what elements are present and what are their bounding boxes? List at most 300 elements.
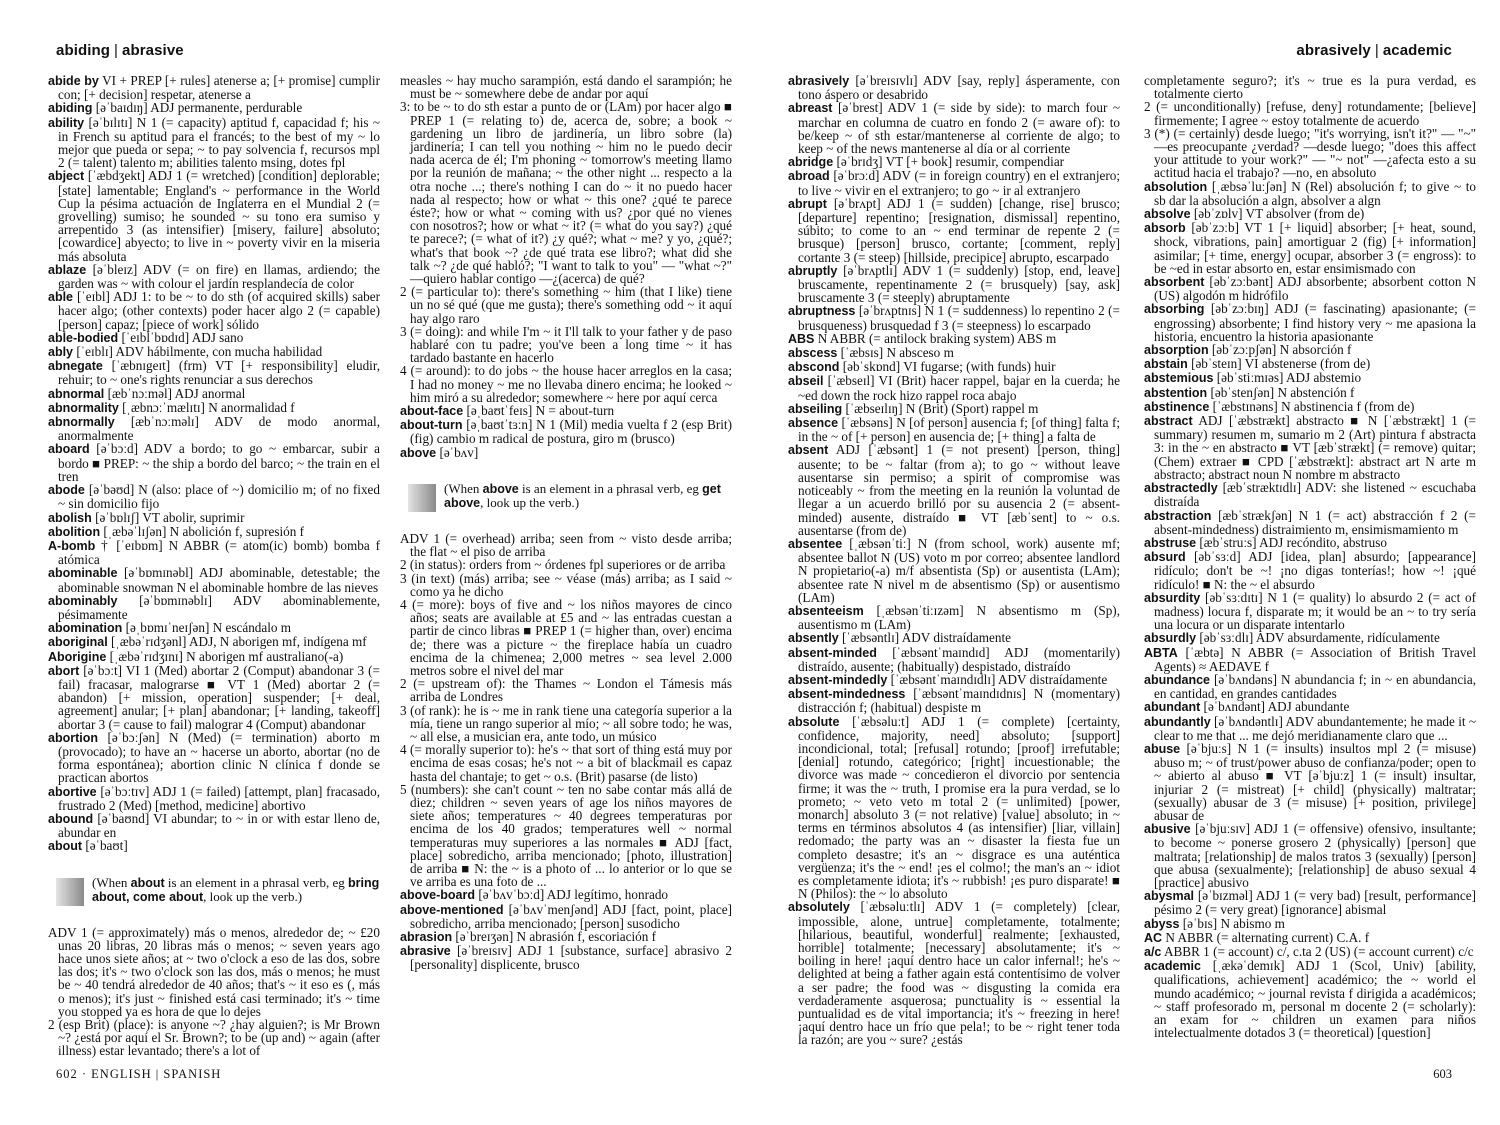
entry-definition: [ˌæbsənˈtiː] N (from school, work) ausente mf; absentee ballot N (US) voto m por correo; absentee landlord N propietario(-a) m/f absentista (Sp) or ausentista (LAm); absentee rate N nivel m de absentismo (Sp) or ausentismo (LAm) [798,535,1120,605]
dictionary-entry [48,169,380,262]
dictionary-entry [48,621,380,635]
right-folio: 603 [1433,1067,1452,1081]
entry-headword: abort [48,663,80,678]
entry-definition: [əˈbrɔːd] ADV (= in foreign country) en el extranjero; to live ~ vivir en el extranjero; to go ~ ir al extranjero [798,168,1120,198]
entry-definition: [æbˈnɔːməlɪ] ADV de modo anormal, anormalmente [58,414,380,444]
dictionary-entry [1144,386,1476,400]
entry-definition: [əˈbɔːd] ADV a bordo; to go ~ embarcar, subir a bordo ■ PREP: ~ the ship a bordo del barco; ~ the train en el tren [58,441,380,484]
entry-definition: VI + PREP [+ rules] atenerse a; [+ promise] cumplir con; [+ decision] respetar, atenerse a [58,74,380,103]
entry-headword: academic [1144,959,1201,974]
dictionary-entry [1144,275,1476,302]
dictionary-entry [400,572,732,598]
dictionary-entry [788,332,1120,346]
entry-headword: absolutely [788,900,850,915]
right-column-1 [788,74,1120,1059]
entry-definition: [əˈbrɪdʒ] VT [+ book] resumir, compendiar [836,154,1065,170]
entry-definition: [əbˈstiːmɪəs] ADJ abstemio [1216,370,1362,386]
dictionary-entry [400,944,732,971]
right-page [750,0,1500,1125]
dictionary-entry [1144,302,1476,343]
dictionary-entry [788,604,1120,631]
dictionary-entry [788,155,1120,169]
dictionary-entry [48,387,380,401]
dictionary-entry [400,783,732,889]
entry-definition: [ˌæbəˈrɪdʒɪnɪ] N aborigen mf australiano(-a) [109,648,344,664]
entry-definition: 5 (numbers): she can't count ~ ten no sabe contar más allá de diez; children ~ seven years of age los niños mayores de siete años; temperatures ~ 40 degrees temperaturas por encima de los 40 grados; temperatures well ~ normal temperaturas muy superiores a las normales ■ ADJ [fact, place] sobredicho, arriba mencionado; [photo, illustration] de arriba ■ N: the ~ is a photo of ... lo anterior or lo que se ve arriba es una foto de ... [400,781,732,890]
entry-definition: ADV 1 (= overhead) arriba; seen from ~ visto desde arriba; the flat ~ el piso de arriba [400,530,732,560]
dictionary-entry [48,566,380,593]
dictionary-entry [48,664,380,731]
entry-definition: [əbˈsɜːd] ADJ [idea, plan] absurdo; [appearance] ridículo; don't be ~! ¡no digas tonterías!; how ~! ¡qué ridículo! ■ N: the ~ el absurdo [1154,549,1476,592]
dictionary-entry [788,169,1120,196]
dictionary-entry [788,646,1120,673]
entry-headword: about-face [400,404,464,419]
entry-definition: 2 (= unconditionally) [refuse, deny] rotundamente; [believe] firmemente; I agree ~ estoy totalmente de acuerdo [1144,99,1476,128]
dictionary-entry [788,443,1120,536]
entry-definition: [ˈeɪblˈbɒdɪd] ADJ sano [121,329,244,345]
entry-headword: abomination [48,621,123,636]
dictionary-entry [1144,700,1476,714]
dictionary-entry [48,731,380,785]
left-column-1 [48,74,380,1059]
dictionary-entry [400,100,732,285]
entry-definition: [æbˈstræktɪdlɪ] ADV: she listened ~ escuchaba distraída [1154,480,1476,510]
entry-definition: [ˈæbsəntˈmaɪndɪdnɪs] N (momentary) distracción f; (habitual) despiste m [798,686,1120,716]
entry-headword: abolish [48,510,92,525]
dictionary-entry [48,116,380,170]
dictionary-entry [788,264,1120,305]
entry-definition: [əˈbʌv] [439,444,479,460]
entry-definition: [əbˈzɔːbənt] ADJ absorbente; absorbent cotton N (US) algodón m hidrófilo [1154,274,1476,304]
dictionary-entry [48,74,380,101]
entry-definition: [ˈæbsəluːt] ADJ 1 (= complete) [certainty, confidence, majority, need] absoluto; [support] incondicional, total; [refusal] rotundo; [proof] irrefutable; [denial] rotundo, categórico; [right] incuestionable; the divorce was made ~ concedieron el divorcio por sentencia firme; it was the ~ truth, I promise era la pura verdad, se lo prometo; ~ veto veto m total 2 (= unlimited) [power, monarch] absoluto 3 (= not relative) [value] absoluto; in ~ terms en términos absolutos 4 (as intensifier) [liar, villain] redomado; the party was an ~ disaster la fiesta fue un completo desastre; it's an ~ disgrace es una auténtica vergüenza; it's the ~ end! ¡es el colmo!; the man's an ~ idiot es completamente idiota; it's ~ rubbish! ¡es puro disparate! ■ N (Philos): the ~ lo absoluto [798,713,1120,902]
entry-definition: [əˈbɪzməl] ADJ 1 (= very bad) [result, performance] pésimo 2 (= very great) [ignorance] abismal [1154,888,1476,918]
entry-definition: [əˈbrʌpt] ADJ 1 (= sudden) [change, rise] brusco; [departure] repentino; [resignation, dismissal] repentino, súbito; to come to an ~ end terminar de repente 2 (= brusque) [person] brusco, cortante; [comment, reply] cortante 3 (= steep) [hillside, precipice] abrupto, escarpado [798,195,1120,265]
entry-headword: abstain [1144,357,1188,372]
entry-definition: [əˈbreɪʒən] N abrasión f, escoriación f [455,928,657,944]
entry-definition: [ˈæbsəluːtlɪ] ADV 1 (= completely) [clear, impossible, alone, untrue] completamente, totalmente; [hilarious, beautiful, wonderful] realmente; [exhausted, horrible] totalmente; [necessary] absolutamente; it's ~ boiling in here! ¡aquí dentro hace un calor infernal!; he's ~ delighted at being a father again está contentísimo de volver a ser padre; the food was ~ disgusting la comida era verdaderamente asquerosa; punctuality is ~ essential la puntualidad es de vital importancia; it's ~ freezing in here! ¡aquí dentro hace un frío que pela!; to be ~ right tener toda la razón; are you ~ sure? ¿estás [798,899,1120,1048]
dictionary-entry [1144,931,1476,945]
entry-headword: above-board [400,888,476,903]
entry-headword: abominably [48,593,118,608]
entry-definition: [æbˈstruːs] ADJ recóndito, abstruso [1199,534,1387,550]
dictionary-entry [1144,536,1476,550]
entry-definition: [æbˈstrækʃən] N 1 (= act) abstracción f 2 (= absent-mindedness) distraimiento m, ensimismamiento m [1154,507,1476,537]
entry-headword: abrupt [788,196,827,211]
dictionary-entry [1144,100,1476,126]
dictionary-entry [48,511,380,525]
dictionary-entry [1144,343,1476,357]
entry-headword: a/c [1144,945,1162,959]
entry-headword: abridge [788,155,834,170]
entry-definition: 2 (= upstream of): the Thames ~ London el Támesis más arriba de Londres [400,676,732,705]
entry-headword: abscond [788,360,840,375]
entry-definition: 2 (in status): orders from ~ órdenes fpl superiores or de arriba [400,557,726,573]
dictionary-entry [1144,481,1476,508]
entry-headword: abyss [1144,916,1180,931]
dictionary-entry [48,483,380,510]
dictionary-entry [48,525,380,539]
entry-definition: [əˌbaʊtˈtɜːn] N 1 (Mil) media vuelta f 2 (esp Brit) (fig) cambio m radical de postura, giro m (brusco) [410,417,732,447]
entry-headword: abolition [48,524,101,539]
dictionary-entry [1144,74,1476,100]
entry-headword: abysmal [1144,889,1195,904]
dictionary-entry [1144,945,1476,959]
dictionary-entry [788,74,1120,101]
dictionary-entry [400,446,732,460]
entry-headword: abstinence [1144,399,1210,414]
entry-headword: absentee [788,536,843,551]
entry-headword: above-mentioned [400,902,504,917]
entry-definition: [ˈeɪblɪ] ADV hábilmente, con mucha habilidad [76,344,323,360]
dictionary-entry [1144,742,1476,822]
dictionary-entry [400,532,732,558]
entry-definition: [ˈæbseɪl] VI (Brit) hacer rappel, bajar en la cuerda; he ~ed down the rock hizo rappel roca abajo [798,373,1120,403]
dictionary-entry [400,74,732,100]
entry-headword: absent-mindedness [788,687,906,702]
dictionary-entry [400,325,732,365]
dictionary-entry [400,598,732,677]
dictionary-entry [48,359,380,386]
entry-headword: abrasive [400,944,451,959]
entry-definition: 4 (= morally superior to): he's ~ that sort of thing está muy por encima de esas cosas; he's not ~ a bit of blackmail es capaz hasta del chantaje; to get ~ o.s. (Brit) pasarse (de listo) [400,742,732,784]
entry-headword: absently [788,631,839,646]
entry-headword: able [48,290,74,305]
entry-headword: abseil [788,374,824,389]
dictionary-entry [400,903,732,930]
entry-definition: [ˌæbsənˈtiːɪzəm] N absentismo m (Sp), ausentismo m (LAm) [798,602,1120,633]
entry-definition: [əˈbɪlɪtɪ] N 1 (= capacity) aptitud f, capacidad f; his ~ in French su aptitud para el francés; to the best of my ~ lo mejor que pueda or sepa; ~ to pay solvencia f, recursos mpl 2 (= talent) talento m; abilities talento msing, dotes fpl [58,114,380,171]
dictionary-entry [1144,207,1476,221]
dictionary-entry [400,930,732,944]
entry-headword: above [400,445,437,460]
dictionary-entry [48,415,380,442]
entry-headword: abroad [788,169,830,184]
dictionary-entry [400,285,732,325]
entry-definition: [əˈbjuːsɪv] ADJ 1 (= offensive) ofensivo, insultante; to become ~ ponerse grosero 2 (physically) [person] que maltrata; [relationship] de malos tratos 3 (sexually) [person] que abusa (sexualmente); [relationship] de abuso sexual 4 [practice] abusivo [1154,821,1476,890]
entry-headword: ABTA [1144,645,1178,660]
entry-definition: [æbˈnɔːməl] ADJ anormal [107,385,246,401]
entry-definition: [əbˈsteɪn] VI abstenerse (from de) [1191,356,1371,372]
dictionary-entry [788,715,1120,901]
dictionary-entry [48,594,380,621]
entry-headword: AC [1144,930,1163,945]
entry-definition: [əˈbɔːtɪv] ADJ 1 (= failed) [attempt, plan] fracasado, frustrado 2 (Med) [method, medicine] abortivo [58,783,380,813]
entry-headword: absurdity [1144,590,1201,605]
entry-definition: [əˈbaʊnd] VI abundar; to ~ in or with estar lleno de, abundar en [58,810,380,841]
entry-headword: able-bodied [48,330,119,345]
entry-definition: [əˈbreɪsɪv] ADJ 1 [substance, surface] abrasivo 2 [personality] displicente, brusco [410,943,732,973]
entry-headword: absence [788,416,839,431]
entry-definition: N ABBR (= antilock braking system) ABS m [817,330,1057,346]
dictionary-entry [400,404,732,418]
entry-headword: abound [48,811,94,826]
left-col1-entries-continued [48,926,380,1058]
entry-definition: [əbˈzɔːbɪŋ] ADJ (= fascinating) apasionante; (= engrossing) absorbente; I find history very ~ me apasiona la historia, encuentro la historia apasionante [1154,301,1476,344]
entry-definition: [əˈbɒmɪnəblɪ] ADV abominablemente, pésimamente [58,592,380,622]
dictionary-entry [48,635,380,649]
right-running-head: abrasively | academic [1296,42,1452,59]
dictionary-entry [48,650,380,664]
left-running-head: abiding | abrasive [56,42,184,59]
dictionary-entry [48,331,380,345]
entry-headword: absorbing [1144,302,1205,317]
entry-headword: ablaze [48,262,87,277]
dictionary-entry [1144,889,1476,916]
entry-headword: ability [48,115,85,130]
entry-definition: [əbˈskɒnd] VI fugarse; (with funds) huir [842,359,1056,375]
dictionary-entry [1144,221,1476,275]
left-folio: 602 · ENGLISH | SPANISH [56,1067,222,1081]
dictionary-entry [788,900,1120,1046]
entry-definition: N ABBR (= alternating current) C.A. f [1165,929,1370,945]
entry-definition: [ˌæbsəˈluːʃən] N (Rel) absolución f; to give ~ to sb dar la absolución a algn, absolver a algn [1154,178,1476,208]
entry-headword: absorption [1144,343,1209,358]
entry-definition: [əˈbleɪz] ADV (= on fire) en llamas, ardiendo; the garden was ~ with colour el jardín resplandecía de color [58,261,380,292]
dictionary-entry [400,743,732,783]
entry-headword: abortion [48,730,98,745]
dictionary-entry [48,345,380,359]
dictionary-entry [788,673,1120,687]
entry-definition: 3 (= doing): and while I'm ~ it I'll talk to your father y de paso hablaré con tu padre; you've been a long time ~ it has tardado bastante en hacerlo [400,323,732,366]
entry-definition: [ˈæbtə] N ABBR (= Association of British Travel Agents) ≈ AEDAVE f [1154,644,1476,674]
dictionary-entry [788,402,1120,416]
dictionary-entry [48,101,380,115]
entry-headword: abode [48,483,85,498]
right-col2-entries [1144,74,1476,1039]
entry-headword: absenteeism [788,603,864,618]
dictionary-entry [1144,357,1476,371]
dictionary-entry [788,304,1120,331]
entry-headword: abstract [1144,414,1193,429]
left-column-2 [400,74,732,1059]
entry-definition: 4 (= more): boys of five and ~ los niños mayores de cinco años; seats are available at £5 and ~ las entradas cuestan a partir de cinco libras ■ PREP 1 (= higher than, over) encima de; there was a picture ~ the fireplace había un cuadro encima de la chimenea; 2,000 metres ~ sea level 2.000 metros sobre el nivel del mar [400,596,732,678]
dictionary-entry [48,926,380,1018]
dictionary-entry [1144,715,1476,742]
entry-definition: [ˌækəˈdemɪk] ADJ 1 (Scol, Univ) [ability, qualifications, achievement] académico; the ~ world el mundo académico; ~ journal revista f dirigida a académicos; ~ staff profesorado m, personal m docente 2 (= scholarly): an exam for ~ children un examen para niños intelectualmente dotados 3 (= theoretical) [question] [1154,958,1476,1041]
entry-headword: abnormality [48,400,119,415]
entry-headword: ABS [788,331,815,346]
dictionary-entry [788,360,1120,374]
dictionary-entry [1144,550,1476,591]
entry-headword: abuse [1144,741,1181,756]
entry-definition: [əˈbrʌptnɪs] N 1 (= suddenness) lo repentino 2 (= brusqueness) brusquedad f 3 (= steepness) lo escarpado [798,303,1120,333]
entry-definition: [ˈæbdʒekt] ADJ 1 (= wretched) [condition] deplorable; [state] lamentable; England's ~ performance in the World Cup la pésima actuación de Inglaterra en el Mundial 2 (= grovelling) sumiso; he sounded ~ su tono era sumiso y arrepentido 3 (as intensifier) [misery, failure] absoluto; [cowardice] abyecto; to live in ~ poverty vivir en la miseria más absoluta [58,168,380,264]
entry-definition: 3 (*) (= certainly) desde luego; "it's worrying, isn't it?" — "~" —es preocupante ¿verdad? —desde luego; "does this affect your attitude to your work?" — "~ not" —¿afecta esto a su actitud hacia el trabajo? —no, en absoluto [1144,125,1476,181]
entry-definition: [əbˈsɜːdɪtɪ] N 1 (= quality) lo absurdo 2 (= act of madness) locura f, disparate m; it would be an ~ to try sería una locura or un disparate intentarlo [1154,589,1476,633]
entry-headword: abiding [48,101,93,116]
entry-definition: [əˌbɒmɪˈneɪʃən] N escándalo m [125,620,292,636]
entry-headword: absent-minded [788,645,877,660]
entry-headword: abundance [1144,672,1210,687]
entry-headword: abstemious [1144,371,1214,386]
entry-definition: [ˈeɪbl] ADJ 1: to be ~ to do sth (of acquired skills) saber hacer algo; (other contexts) poder hacer algo 2 (= capable) [person] capaz; [piece of work] sólido [58,289,380,332]
dictionary-entry [48,290,380,331]
entry-definition: [əˈbʌvˈbɔːd] ADJ legítimo, honrado [478,887,669,903]
entry-definition: completamente seguro?; it's ~ true es la pura verdad, es totalmente cierto [1144,74,1476,102]
entry-definition: [əˈbʌndənt] ADJ abundante [1203,699,1350,715]
entry-definition: [əˈbɔːʃən] N (Med) (= termination) aborto m (provocado); to have an ~ hacerse un aborto, abortar (no de forma espontánea); abortion clinic N clínica f donde se practican abortos [58,729,380,786]
entry-headword: absent-mindedly [788,672,888,687]
dictionary-entry [788,416,1120,443]
entry-headword: absolution [1144,179,1208,194]
entry-definition: 4 (= around): to do jobs ~ the house hacer arreglos en la casa; I had no money ~ me no llevaba dinero encima; he looked ~ him miró a su alrededor; somewhere ~ here por aquí cerca [400,363,732,405]
phrasal-verb-note-above: (When above is an element in a phrasal verb, eg get above, look up the verb.) [408,482,732,512]
dictionary-entry [1144,673,1476,700]
dictionary-entry [48,401,380,415]
right-column-2 [1144,74,1476,1059]
dictionary-entry [48,263,380,290]
entry-definition: [ˌæbəˈlɪʃən] N abolición f, supresión f [103,523,305,539]
dictionary-entry [788,197,1120,264]
left-col1-entries [48,74,380,854]
dictionary-entry [1144,371,1476,385]
entry-definition: ADJ [ˈæbstrækt] abstracto ■ N [ˈæbstrækt] 1 (= summary) resumen m, sumario m 2 (Art) pintura f abstracta 3: in the ~ en abstracto ■ VT [æbˈstrækt] (= remove) quitar; (Chem) extraer ■ CPD [ˈæbstrækt]: abstract art N arte m abstracto; abstract noun N nombre m abstracto [1154,413,1476,482]
entry-definition: [əbˈzɒlv] VT absolver (from de) [1193,206,1365,222]
dictionary-entry [1144,509,1476,536]
dictionary-entry [400,364,732,404]
entry-definition: [ˈæbsəntˈmaɪndɪd] ADJ (momentarily) distraído, ausente; (habitually) despistado, distraído [798,644,1120,674]
entry-headword: about-turn [400,418,463,433]
dictionary-entry [788,631,1120,645]
entry-headword: Aborigine [48,649,107,664]
entry-headword: abrasion [400,929,453,944]
left-head-first: abiding [56,42,111,59]
entry-headword: absorbent [1144,275,1205,290]
left-col2-entries-continued [400,532,732,972]
left-col2-entries [400,74,732,460]
entry-definition: † [ˈeɪbɒm] N ABBR (= atom(ic) bomb) bomba f atómica [58,537,380,568]
left-head-last: abrasive [122,42,184,59]
entry-headword: abstention [1144,385,1208,400]
entry-definition: ABBR 1 (= account) c/, c.ta 2 (US) (= account current) c/c [1163,944,1474,959]
entry-headword: abseiling [788,401,843,416]
dictionary-entry [1144,822,1476,889]
entry-definition: [əˈbəʊd] N (also: place of ~) domicilio m; of no fixed ~ sin domicilio fijo [58,482,380,512]
dictionary-entry [1144,127,1476,180]
dictionary-entry [1144,414,1476,481]
entry-headword: absolute [788,714,840,729]
entry-definition: [əˈbɪs] N abismo m [1182,915,1285,931]
dictionary-entry [1144,400,1476,414]
entry-headword: abundantly [1144,714,1211,729]
entry-definition: [ˌæbnɔːˈmælɪtɪ] N anormalidad f [122,399,295,415]
dictionary-entry [1144,591,1476,632]
entry-definition: [ˈæbsəntˈmaɪndɪdlɪ] ADV distraídamente [890,671,1108,687]
entry-definition: ADV 1 (= approximately) más o menos, alrededor de; ~ £20 unas 20 libras, 20 libras más o menos; ~ seven years ago hace unos siete años; at ~ two o'clock a eso de las dos, sobre las dos; it's ~ two o'clock son las dos, más o menos; he must be ~ 40 tendrá alrededor de 40 años; that's ~ it eso es (, más o menos); it's just ~ finished está casi terminado; it's ~ time you stopped ya es hora de que lo dejes [48,924,380,1019]
dictionary-entry [400,677,732,703]
entry-headword: absolve [1144,207,1191,222]
entry-headword: abundant [1144,700,1201,715]
entry-definition: [ˈæbnɪgeɪt] (frm) VT [+ responsibility] eludir, rehuir; to ~ one's rights renunciar a sus derechos [58,358,380,388]
entry-definition: [əˈbreɪsɪvlɪ] ADV [say, reply] ásperamente, con tono áspero or desabrido [798,74,1120,103]
entry-definition: [ˈæbsɪs] N absceso m [840,345,954,361]
dictionary-entry [788,374,1120,401]
right-head-first: abrasively [1296,42,1371,59]
entry-headword: abstraction [1144,508,1212,523]
entry-definition: [ˈæbsəns] N [of person] ausencia f; [of thing] falta f; in the ~ of [+ person] en ausencia de; [+ thing] a falta de [798,415,1120,445]
dictionary-entry [1144,959,1476,1039]
entry-headword: about [48,839,83,854]
entry-definition: [əˈbɒmɪnəbl] ADJ abominable, detestable; the abominable snowman N el abominable hombre de las nieves [58,565,380,595]
entry-headword: aboard [48,442,90,457]
note-marker-icon [56,878,84,906]
phrasal-verb-note-about: (When about is an element in a phrasal verb, eg bring about, come about, look up the verb.) [56,876,380,906]
entry-definition: [əˈbʌvˈmenʃənd] ADJ [fact, point, place] sobredicho, arriba mencionado; [person] susodicho [410,901,732,931]
dictionary-entry [1144,180,1476,207]
entry-definition: 3 (in text) (más) arriba; see ~ véase (más) arriba; as I said ~ como ya he dicho [400,570,732,599]
entry-definition: 2 (= particular to): there's something ~ him (that I like) tiene un no sé qué (que me gusta); there's something odd ~ it aquí hay algo raro [400,284,732,326]
entry-headword: abscess [788,346,838,361]
dictionary-entry [400,704,732,744]
entry-headword: abruptly [788,263,838,278]
entry-headword: abreast [788,101,833,116]
entry-definition: ADJ [ˈæbsənt] 1 (= not present) [person, thing] ausente; to be ~ faltar (from a); to go ~ without leave ausentarse sin permiso; a spirit of compromise was noticeably ~ from the meeting en la reunión la voluntad de llegar a un acuerdo brilló por su ausencia 2 (= absent-minded) ausente, distraído ■ VT [æbˈsent] to ~ o.s. ausentarse (from de) [798,442,1120,538]
entry-headword: aboriginal [48,635,108,650]
entry-headword: ably [48,345,74,360]
entry-definition: [ˌæbəˈrɪdʒənl] ADJ, N aborigen mf, indígena mf [111,634,367,650]
entry-definition: [əbˈzɔːpʃən] N absorción f [1211,342,1352,358]
entry-definition: [əˈbʌndəns] N abundancia f; in ~ en abundancia, en cantidad, en grandes cantidades [1154,671,1476,702]
entry-headword: absorb [1144,221,1186,236]
entry-definition: [əˈbɒlɪʃ] VT abolir, suprimir [95,509,245,525]
dictionary-entry [788,101,1120,155]
right-head-last: academic [1382,42,1452,59]
entry-definition: [əˈbrest] ADV 1 (= side by side): to march four ~ marchar en columna de cuatro en fondo 2 (= aware of): to be/keep ~ of sth estar/mantenerse al corriente de algo; to keep ~ of the news mantenerse al día or al corriente [798,100,1120,157]
dictionary-entry [1144,646,1476,673]
entry-headword: abnormally [48,415,115,430]
entry-definition: [əbˈzɔːb] VT 1 [+ liquid] absorber; [+ heat, sound, shock, vibrations, pain] amortiguar 2 (fig) [+ information] asimilar; [+ time, energy] ocupar, absorber 3 (= engross): to be ~ed in estar absorto en, estar ensimismado con [1154,220,1476,276]
entry-headword: abruptness [788,304,856,319]
entry-definition: 3 (of rank): he is ~ me in rank tiene una categoría superior a la mía, tiene un rango superior al mío; ~ all sobre todo; he was, ~ all else, a musician era, ante todo, un músico [400,702,732,744]
dictionary-entry [48,539,380,566]
entry-headword: absurd [1144,550,1186,565]
entry-definition: [əˈbɔːt] VI 1 (Med) abortar 2 (Comput) abandonar 3 (= fail) fracasar, malograrse ■ VT 1 (Med) abortar 2 (= abandon) [+ mission, operation] suspender; [+ deal, agreement] anular; [+ plan] abandonar; [+ landing, takeoff] abortar 3 (= cause to fail) malograr 4 (Comput) abandonar [58,662,380,732]
entry-headword: abject [48,169,85,184]
entry-definition: [əˈbaʊt] [85,838,128,854]
entry-headword: abnegate [48,359,103,374]
entry-definition: [əbˈstenʃən] N abstención f [1210,384,1355,400]
dictionary-entry [48,839,380,853]
entry-headword: abstractedly [1144,481,1218,496]
dictionary-entry [788,687,1120,714]
entry-headword: abide by [48,74,99,88]
entry-definition: [ˈæbsəntlɪ] ADV distraídamente [842,630,1011,646]
dictionary-entry [48,442,380,483]
right-col1-entries [788,74,1120,1047]
dictionary-entry [48,785,380,812]
entry-definition: [əˈbaɪdɪŋ] ADJ permanente, perdurable [95,100,303,116]
entry-definition: [əˈbjuːs] N 1 (= insults) insultos mpl 2 (= misuse) abuso m; ~ of trust/power abuso de confianza/poder; open to ~ abierto al abuso ■ VT [əˈbjuːz] 1 (= insult) insultar, injuriar 2 (= mistreat) [+ child] (physically) maltratar; (sexually) abusar de 3 (= misuse) [+ position, privilege] abusar de [1154,740,1476,823]
dictionary-entry [1144,917,1476,931]
dictionary-entry [400,888,732,902]
entry-definition: 3: to be ~ to do sth estar a punto de or (LAm) por hacer algo ■ PREP 1 (= relating to) de, acerca de, sobre; a book ~ gardening un libro de jardinería, un libro sobre (la) jardinería; I can tell you nothing ~ him no le puedo decir nada acerca de él; I'm phoning ~ tomorrow's meeting llamo por la reunión de mañana; ~ the other night ... respecto a la otra noche ...; there's nothing I can do ~ it no puedo hacer nada al respecto; how or what ~ this one? ¿qué te parece éste?; how or what ~ coming with us? ¿por qué no vienes con nosotros?; how or what ~ it? (= what do you say?) ¿qué te parece?; (= what of it?) ¿y qué?; what ~ me? y yo, ¿qué?; what's that book ~? ¿de qué trata ese libro?; what did she talk ~? ¿de qué habló?; "I want to talk to you" — "what ~?" —quiero hablar contigo —¿(acerca) de qué? [400,99,732,287]
entry-definition: 2 (esp Brit) (place): is anyone ~? ¿hay alguien?; is Mr Brown ~? ¿está por aquí el Sr. Brown?; to be (up and) ~ again (after illness) estar levantado; there's a lot of [48,1017,380,1059]
dictionary-entry [400,418,732,445]
note-marker-icon [408,484,436,512]
dictionary-entry [48,812,380,839]
entry-headword: abstruse [1144,535,1197,550]
entry-definition: [ˈæbseɪlɪŋ] N (Brit) (Sport) rappel m [845,400,1039,416]
entry-definition: [əbˈsɜːdlɪ] ADV absurdamente, ridículamente [1199,630,1440,646]
entry-headword: abominable [48,566,118,581]
entry-definition: [əˈbʌndəntlɪ] ADV abundantemente; he made it ~ clear to me that ... me dejó meridianamente claro que ... [1154,713,1476,743]
dictionary-entry [1144,631,1476,645]
entry-headword: absent [788,443,829,458]
entry-headword: abrasively [788,74,850,88]
entry-definition: [əˌbaʊtˈfeɪs] N = about-turn [466,403,615,419]
dictionary-entry [788,537,1120,604]
